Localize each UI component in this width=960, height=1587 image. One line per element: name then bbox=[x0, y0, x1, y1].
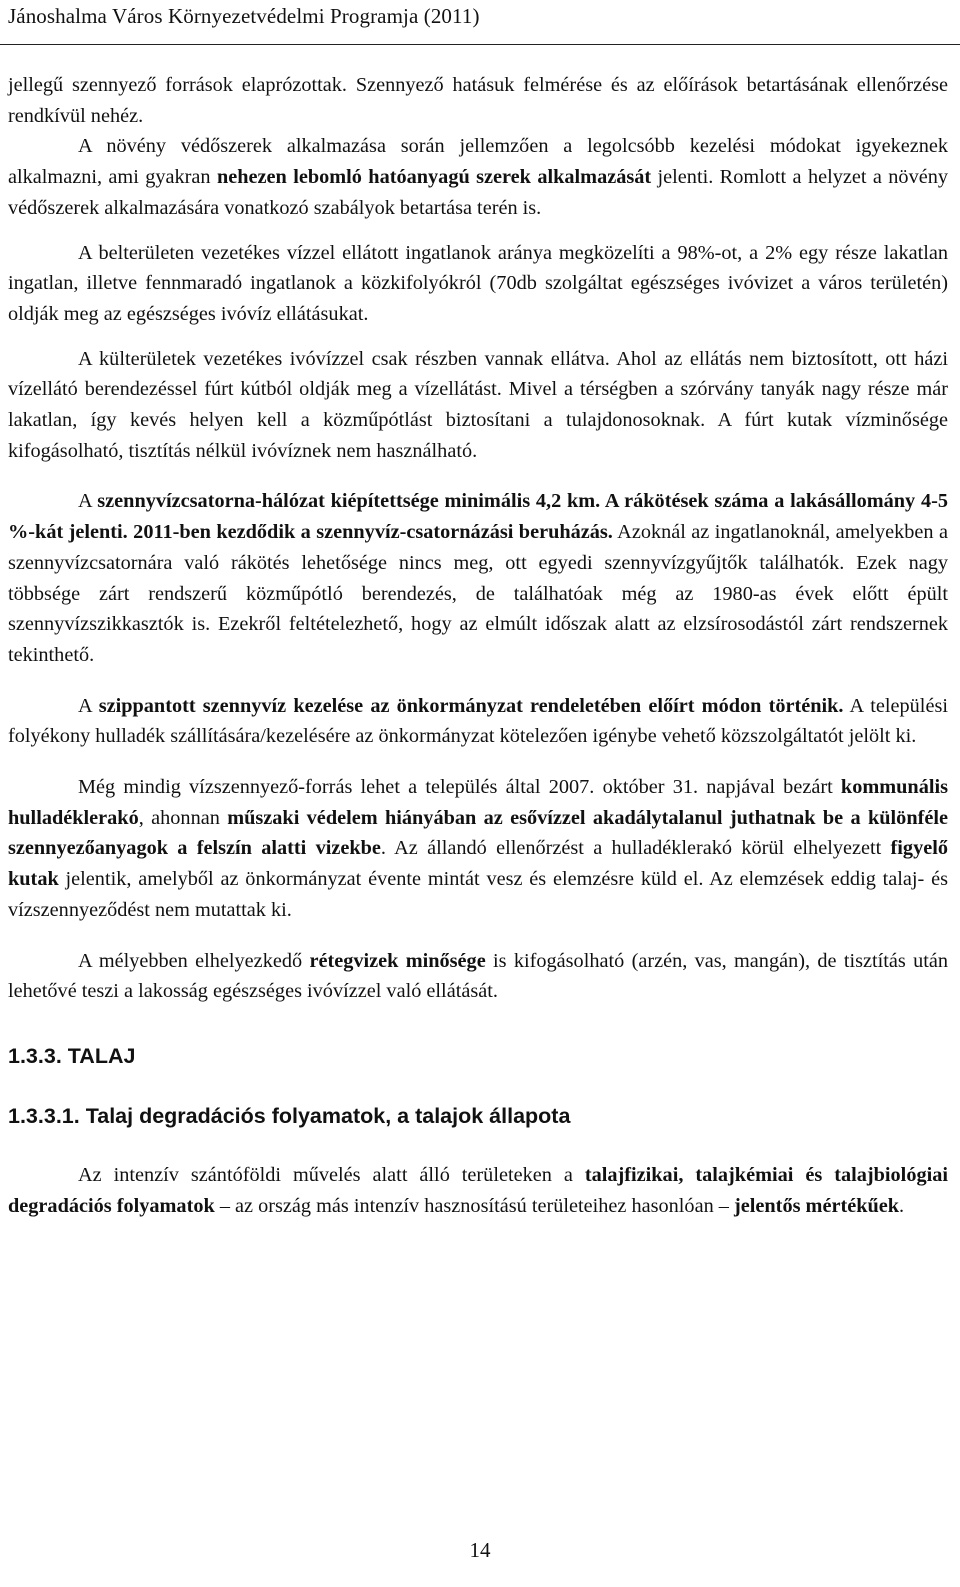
running-header: Jánoshalma Város Környezetvédelmi Programja (2011) bbox=[8, 4, 480, 28]
emphasized-text: nehezen lebomló hatóanyagú szerek alkalmazását bbox=[216, 166, 652, 189]
text-run: Azoknál az ingatlanoknál, amelyekben a szennyvízcsatornára való rákötés lehetősége nincs meg, ott egyedi szennyvízgyűjtők találhatók. Ezek nagy többsége zárt rendszerű közműpótló berendezés, de találhatóak még az 1980-as évek előtt épült szennyvízszikkasztók is. Ezekről feltételezhető, hogy az elmúlt időszak alatt az elzsírosodástól zárt rendszernek tekinthető. bbox=[8, 521, 948, 666]
text-run: jelentik, amelyből az önkormányzat évente mintát vesz és elemzésre küld el. Az elemzések eddig talaj- és vízszennyeződést nem mutattak ki. bbox=[8, 868, 948, 921]
paragraph bbox=[8, 946, 948, 1007]
text-run: , ahonnan bbox=[138, 806, 228, 829]
paragraph bbox=[8, 344, 948, 467]
emphasized-text: rétegvizek minősége bbox=[309, 949, 486, 972]
emphasized-text: kommunális hulladéklerakó bbox=[8, 776, 948, 829]
emphasized-text: műszaki védelem hiányában az esővízzel akadálytalanul juthatnak be a különféle szennyezőanyagok a felszín alatti vizekbe bbox=[8, 806, 948, 860]
emphasized-text: figyelő kutak bbox=[8, 837, 948, 891]
paragraph bbox=[8, 131, 948, 223]
section-heading: 1.3.3. TALAJ bbox=[8, 1043, 136, 1068]
paragraph bbox=[8, 1160, 948, 1221]
text-run: A mélyebben elhelyezkedő bbox=[78, 949, 310, 972]
emphasized-text: szippantott szennyvíz kezelése az önkormányzat rendeletében előírt módon történik. bbox=[98, 694, 844, 717]
paragraph bbox=[8, 772, 948, 926]
text-run: jellegű szennyező források elaprózottak. Szennyező hatásuk felmérése és az előírások betartásának ellenőrzése rendkívül nehéz. bbox=[8, 74, 948, 127]
text-run: A belterületen vezetékes vízzel ellátott ingatlanok aránya megközelíti a 98%-ot, a 2% egy része lakatlan ingatlan, illetve fennmaradó ingatlanok a közkifolyókról (70db szolgáltat egészséges ivóvizet a város területén) oldják meg az egészséges ivóvíz ellátásukat. bbox=[8, 241, 948, 325]
text-run: . bbox=[899, 1194, 905, 1217]
text-run: – az ország más intenzív hasznosítású területeihez hasonlóan – bbox=[214, 1194, 735, 1217]
text-run: is kifogásolható (arzén, vas, mangán), de tisztítás után lehetővé teszi a lakosság egészséges ivóvízzel való ellátását. bbox=[8, 949, 949, 1003]
text-run: A települési folyékony hulladék szállítására/kezelésére az önkormányzat kötelezően igénybe vehető közszolgáltatót jelölt ki. bbox=[8, 694, 948, 748]
text-run: A külterületek vezetékes ivóvízzel csak részben vannak ellátva. Ahol az ellátás nem biztosított, ott házi vízellátó berendezéssel fúrt kútból oldják meg a vízellátást. Mivel a térségben a szórvány tanyák nagy része már lakatlan, így kevés helyen kell a közműpótlást biztosítani a tulajdonosoknak. A fúrt kutak vízminősége kifogásolható, tisztítás nélkül ivóvíznek nem használható. bbox=[8, 347, 948, 462]
emphasized-text: talajfizikai, talajkémiai és talajbiológiai degradációs folyamatok bbox=[8, 1163, 949, 1217]
paragraph bbox=[8, 691, 948, 752]
paragraph bbox=[8, 238, 948, 330]
page-number: 14 bbox=[469, 1538, 491, 1562]
text-run: . Az állandó ellenőrzést a hulladéklerakó körül elhelyezett bbox=[380, 837, 891, 860]
text-run: A bbox=[78, 490, 98, 513]
page-body bbox=[8, 70, 948, 1221]
text-run: A növény védőszerek alkalmazása során jellemzően a legolcsóbb kezelési módokat igyekeznek alkalmazni, ami gyakran bbox=[8, 135, 948, 189]
emphasized-text: jelentős mértékűek bbox=[734, 1194, 900, 1217]
header-divider bbox=[0, 44, 960, 45]
text-run: jelenti. Romlott a helyzet a növény védőszerek alkalmazására vonatkozó szabályok betartása terén is. bbox=[8, 166, 948, 219]
paragraph bbox=[8, 486, 948, 670]
subsection-heading: 1.3.3.1. Talaj degradációs folyamatok, a talajok állapota bbox=[8, 1103, 571, 1128]
emphasized-text: szennyvízcsatorna-hálózat kiépítettsége minimális 4,2 km. A rákötések száma a lakásállomány 4-5 %-kát jelenti. 2011-ben kezdődik a szennyvíz-csatornázási beruházás. bbox=[8, 490, 948, 544]
paragraph bbox=[8, 70, 948, 131]
text-run: A bbox=[78, 694, 99, 717]
text-run: Az intenzív szántóföldi művelés alatt álló területeken a bbox=[78, 1163, 585, 1186]
text-run: Még mindig vízszennyező-forrás lehet a település által 2007. október 31. napjával bezárt bbox=[78, 776, 841, 799]
